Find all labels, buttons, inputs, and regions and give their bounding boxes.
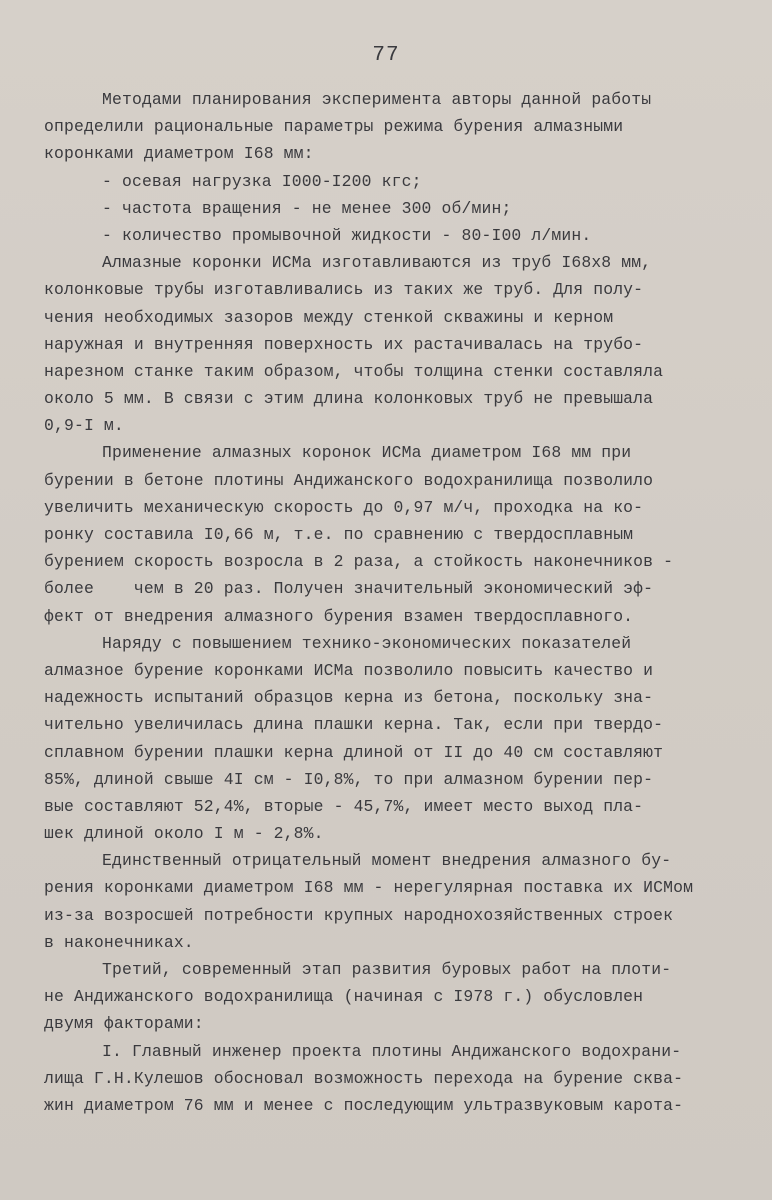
list-item: - частота вращения - не менее 300 об/мин; xyxy=(102,198,512,218)
text-line: лища Г.Н.Кулешов обосновал возможность перехода на бурение сква- xyxy=(44,1068,684,1088)
text-line: нарезном станке таким образом, чтобы толщина стенки составляла xyxy=(44,361,664,381)
text-line: коронками диаметром I68 мм: xyxy=(44,144,314,164)
text-line: шек длиной около I м - 2,8%. xyxy=(44,824,324,844)
text-line: чения необходимых зазоров между стенкой скважины и керном xyxy=(44,307,614,327)
body-text xyxy=(44,86,744,1119)
text-line: более чем в 20 раз. Получен значительный экономический эф- xyxy=(44,579,654,599)
text-line: ронку составила I0,66 м, т.е. по сравнению с твердосплавным xyxy=(44,525,634,544)
text-line: Алмазные коронки ИСМа изготавливаются из труб I68х8 мм, xyxy=(102,253,652,273)
text-line: Третий, современный этап развития буровых работ на плоти- xyxy=(102,960,672,979)
list-item: - осевая нагрузка I000-I200 кгс; xyxy=(102,171,422,191)
text-line: в наконечниках. xyxy=(44,932,194,952)
text-line: 0,9-I м. xyxy=(44,416,124,436)
text-line: 85%, длиной свыше 4I см - I0,8%, то при алмазном бурении пер- xyxy=(44,769,654,789)
text-line: увеличить механическую скорость до 0,97 м/ч, проходка на ко- xyxy=(44,497,644,517)
text-line: фект от внедрения алмазного бурения взамен твердосплавного. xyxy=(44,606,634,626)
text-line: бурении в бетоне плотины Андижанского водохранилища позволило xyxy=(44,470,654,490)
text-line: Единственный отрицательный момент внедрения алмазного бу- xyxy=(102,851,672,871)
text-line: рения коронками диаметром I68 мм - нерегулярная поставка их ИСМом xyxy=(44,878,694,898)
page-number: 77 xyxy=(372,44,400,67)
text-line: сплавном бурении плашки керна длиной от II до 40 см составляют xyxy=(44,742,664,762)
text-line: жин диаметром 76 мм и менее с последующим ультразвуковым карота- xyxy=(44,1095,684,1115)
text-line: двумя факторами: xyxy=(44,1014,204,1034)
text-line: наружная и внутренняя поверхность их растачивалась на трубо- xyxy=(44,334,644,354)
text-line: Методами планирования эксперимента авторы данной работы xyxy=(102,90,652,109)
text-line: надежность испытаний образцов керна из бетона, поскольку зна- xyxy=(44,688,654,708)
text-line: определили рациональные параметры режима бурения алмазными xyxy=(44,117,624,137)
text-line: из-за возросшей потребности крупных народнохозяйственных строек xyxy=(44,905,674,925)
text-line: вые составляют 52,4%, вторые - 45,7%, имеет место выход пла- xyxy=(44,796,644,816)
text-line: колонковые трубы изготавливались из таких же труб. Для полу- xyxy=(44,280,644,300)
text-line: около 5 мм. В связи с этим длина колонковых труб не превышала xyxy=(44,389,654,409)
text-line: алмазное бурение коронками ИСМа позволило повысить качество и xyxy=(44,660,654,680)
text-line: чительно увеличилась длина плашки керна. Так, если при твердо- xyxy=(44,715,664,735)
list-item: - количество промывочной жидкости - 80-I00 л/мин. xyxy=(102,225,592,245)
text-line: I. Главный инженер проекта плотины Андижанского водохрани- xyxy=(102,1041,682,1061)
text-line: Наряду с повышением технико-экономических показателей xyxy=(102,633,632,653)
text-line: Применение алмазных коронок ИСМа диаметром I68 мм при xyxy=(102,443,632,463)
text-line: бурением скорость возросла в 2 раза, а стойкость наконечников - xyxy=(44,552,674,572)
text-line: не Андижанского водохранилища (начиная с I978 г.) обусловлен xyxy=(44,987,644,1007)
